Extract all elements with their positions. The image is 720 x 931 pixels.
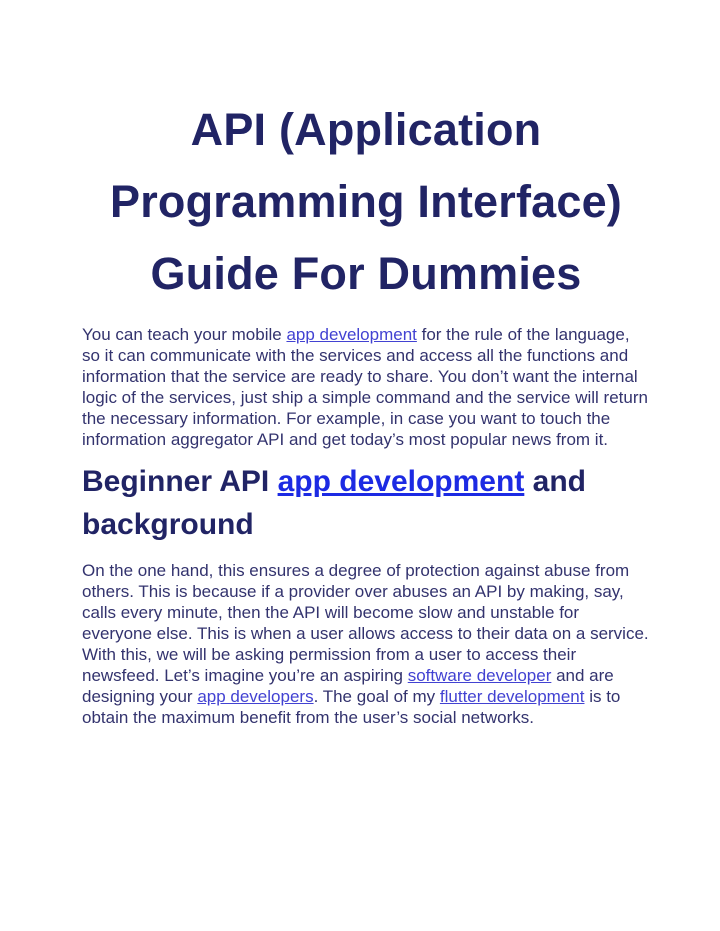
text-segment: . The goal of my [313, 687, 440, 706]
text-segment: for the rule of the language, so it can communicate with the services and access all the functions and information that the service are ready to share. You don’t want the internal logic of the services, just ship a simple command and the service will return the necessary information. For example, in case you want to touch the information aggregator API and get today’s most popular news from it. [82, 325, 648, 449]
inline-link[interactable]: app development [286, 325, 417, 344]
title-line-3: Guide For Dummies [150, 248, 582, 299]
title-line-2: Programming Interface) [109, 176, 622, 227]
title-line-1: API (Application [190, 104, 542, 155]
text-segment: On the one hand, this ensures a degree of protection against abuse from others. This is because if a provider over abuses an API by making, say, calls every minute, then the API will become slow and unstable for everyone else. This is when a user allows access to their data on a service. With this, we will be asking permission from a user to access their newsfeed. Let’s imagine you’re an aspiring [82, 561, 649, 685]
text-segment: is to obtain the maximum benefit from the user’s social networks. [82, 687, 621, 727]
body-paragraph [82, 560, 650, 728]
inline-link[interactable]: software developer [407, 666, 552, 685]
section-heading [82, 460, 650, 546]
inline-link[interactable]: app developers [197, 687, 314, 706]
page-title [82, 94, 650, 310]
inline-link[interactable]: app development [277, 465, 525, 498]
text-segment: and are designing your [82, 666, 614, 706]
text-segment: Beginner API [82, 465, 278, 498]
text-segment: You can teach your mobile [82, 325, 287, 344]
intro-paragraph [82, 324, 650, 450]
text-segment: and background [82, 465, 586, 541]
inline-link[interactable]: flutter development [439, 687, 585, 706]
